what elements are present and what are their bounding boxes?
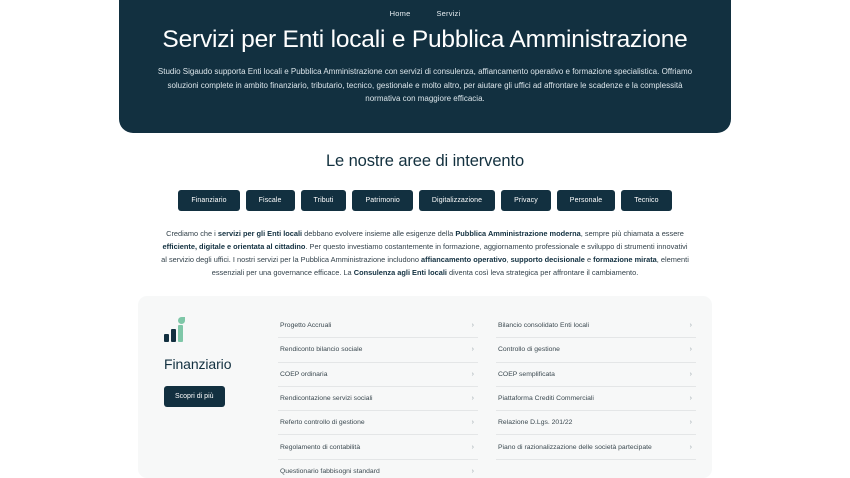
area-chip[interactable]: Finanziario <box>178 190 239 211</box>
areas-heading: Le nostre aree di intervento <box>325 152 525 170</box>
service-list-item[interactable] <box>496 411 696 435</box>
service-list-item[interactable] <box>278 363 478 387</box>
service-panel-title: Finanziario <box>164 356 232 372</box>
intro-text-fragment: . Per questo investiamo costantemente in formazione, aggiornamento professionale e sviluppo di strumenti innovativi al servizio degli uffici. I nostri servizi per la Pubblica Amministrazione includono <box>161 241 688 264</box>
hero-description: Studio Sigaudo supporta Enti locali e Pubblica Amministrazione con servizi di consulenza, affiancamento operativo e formazione specialistica. Offriamo soluzioni complete in ambito finanziario, tributario, tecnico, gestionale e molto altro, per aiutare gli uffici ad affrontare le scadenze e la complessità normativa con maggiore efficacia. <box>157 67 693 103</box>
breadcrumb-item-home[interactable]: Home <box>389 9 411 18</box>
intro-text-fragment: , <box>506 254 511 264</box>
service-list-item-label: Relazione D.Lgs. 201/22 <box>498 419 573 427</box>
chevron-right-icon: › <box>471 419 474 427</box>
chevron-right-icon: › <box>471 443 474 451</box>
service-list-item-label: Controllo di gestione <box>498 346 560 354</box>
service-lists <box>266 314 696 478</box>
chevron-right-icon: › <box>689 322 692 330</box>
service-list-item[interactable] <box>278 338 478 362</box>
service-list-item-label: Questionario fabbisogni standard <box>280 467 380 475</box>
service-list-item[interactable] <box>496 435 696 459</box>
breadcrumb <box>153 9 697 18</box>
service-list-right <box>496 314 696 478</box>
service-list-item-label: Rendiconto bilancio sociale <box>280 346 363 354</box>
chevron-right-icon: › <box>471 395 474 403</box>
areas-intro-text <box>160 228 690 280</box>
area-chip[interactable]: Digitalizzazione <box>419 190 495 211</box>
chevron-right-icon: › <box>471 467 474 475</box>
chevron-right-icon: › <box>471 370 474 378</box>
discover-more-button[interactable]: Scopri di più <box>164 386 225 407</box>
intro-text-fragment: , sempre più chiamata a essere <box>580 229 684 238</box>
service-list-item-label: COEP semplificata <box>498 370 555 378</box>
intro-text-fragment: Crediamo che i <box>166 229 218 238</box>
intro-text-fragment: affiancamento operativo <box>421 254 507 264</box>
chevron-right-icon: › <box>689 395 692 403</box>
area-chip[interactable]: Fiscale <box>246 190 295 211</box>
service-list-item-label: Referto controllo di gestione <box>280 419 365 427</box>
service-list-item-label: Piattaforma Crediti Commerciali <box>498 395 594 403</box>
intro-text-fragment: servizi per gli Enti locali <box>217 229 303 238</box>
breadcrumb-item-servizi[interactable]: Servizi <box>436 9 461 18</box>
chevron-right-icon: › <box>689 346 692 354</box>
service-panel-finanziario <box>138 296 712 478</box>
service-list-left <box>278 314 478 478</box>
intro-text-fragment: efficiente, digitale e orientata al cittadino <box>162 241 306 251</box>
chevron-right-icon: › <box>689 370 692 378</box>
service-list-item[interactable] <box>278 460 478 478</box>
intro-text-fragment: Consulenza agli Enti locali <box>353 267 447 277</box>
service-list-item[interactable] <box>496 338 696 362</box>
intro-text-fragment: Pubblica Amministrazione moderna <box>455 229 581 238</box>
areas-chip-list <box>0 190 850 211</box>
chevron-right-icon: › <box>689 419 692 427</box>
areas-section <box>0 152 850 280</box>
service-list-item[interactable] <box>278 435 478 459</box>
intro-text-fragment: , elementi essenziali per una governance efficace. La <box>211 254 689 277</box>
page-title: Servizi per Enti locali e Pubblica Amministrazione <box>162 26 688 53</box>
area-chip[interactable]: Personale <box>557 190 615 211</box>
service-list-item[interactable] <box>278 387 478 411</box>
intro-text-fragment: supporto decisionale <box>510 254 585 264</box>
intro-text-fragment: e <box>584 254 594 264</box>
chevron-right-icon: › <box>689 443 692 451</box>
service-list-item-label: COEP ordinaria <box>280 370 328 378</box>
service-list-item[interactable] <box>278 411 478 435</box>
service-list-item[interactable] <box>496 314 696 338</box>
service-list-item-label: Regolamento di contabilità <box>280 443 361 451</box>
service-list-item-label: Rendicontazione servizi sociali <box>280 395 373 403</box>
bar-chart-leaf-icon <box>164 320 190 342</box>
area-chip[interactable]: Tecnico <box>621 190 671 211</box>
service-list-item[interactable] <box>496 387 696 411</box>
service-list-item-label: Bilancio consolidato Enti locali <box>498 322 590 330</box>
area-chip[interactable]: Privacy <box>501 190 551 211</box>
service-list-item-label: Progetto Accruali <box>280 322 332 330</box>
area-chip[interactable]: Patrimonio <box>352 190 412 211</box>
chevron-right-icon: › <box>471 346 474 354</box>
service-list-item[interactable] <box>278 314 478 338</box>
area-chip[interactable]: Tributi <box>301 190 347 211</box>
service-list-item[interactable] <box>496 363 696 387</box>
intro-text-fragment: diventa così leva strategica per affrontare il cambiamento. <box>446 267 639 277</box>
hero-section <box>119 0 731 133</box>
chevron-right-icon: › <box>471 322 474 330</box>
intro-text-fragment: debbano evolvere insieme alle esigenze della <box>302 229 456 238</box>
service-panel-header <box>154 314 266 478</box>
intro-text-fragment: formazione mirata <box>593 254 657 264</box>
service-list-item-label: Piano di razionalizzazione delle società partecipate <box>498 443 652 451</box>
